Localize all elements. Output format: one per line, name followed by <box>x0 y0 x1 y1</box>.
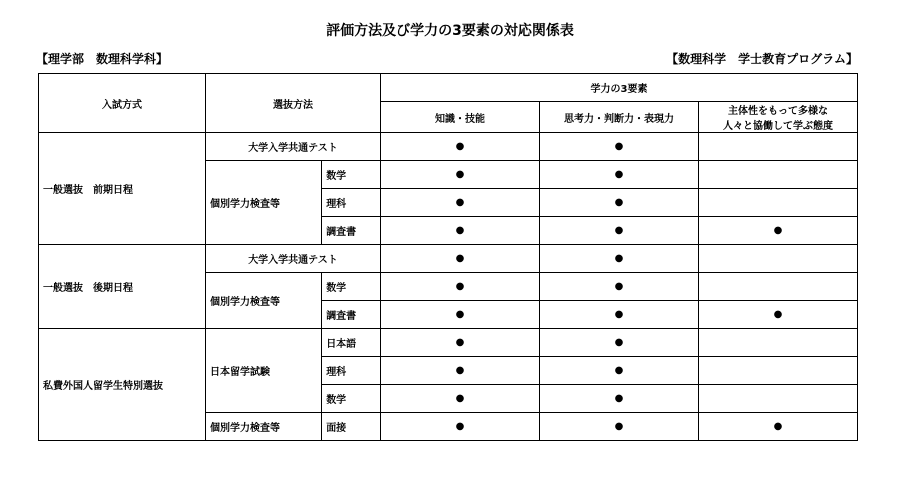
page-title: 評価方法及び学力の3要素の対応関係表 <box>326 23 574 39</box>
mark-cell: ● <box>540 385 699 413</box>
header-cell: 学力の3要素 <box>381 74 858 102</box>
mark-cell: ● <box>699 301 858 329</box>
method-cell: 個別学力検査等 <box>206 273 322 329</box>
mark-cell: ● <box>699 413 858 441</box>
method-cell: 日本留学試験 <box>206 329 322 413</box>
mark-cell <box>699 385 858 413</box>
mark-cell: ● <box>540 301 699 329</box>
mark-cell: ● <box>381 329 540 357</box>
mark-cell <box>699 161 858 189</box>
header-cell: 知識・技能 <box>381 102 540 133</box>
exam-type-cell: 私費外国人留学生特別選抜 <box>39 329 206 441</box>
method-cell: 個別学力検査等 <box>206 413 322 441</box>
exam-type-cell: 一般選抜 後期日程 <box>39 245 206 329</box>
header-cell: 思考力・判断力・表現力 <box>540 102 699 133</box>
method-cell: 大学入学共通テスト <box>206 133 381 161</box>
mark-cell: ● <box>540 413 699 441</box>
mark-cell <box>699 329 858 357</box>
evaluation-table <box>38 73 858 441</box>
mark-cell: ● <box>699 217 858 245</box>
header-cell: 入試方式 <box>39 74 206 133</box>
header-cell: 選抜方法 <box>206 74 381 133</box>
mark-cell: ● <box>381 357 540 385</box>
mark-cell <box>699 245 858 273</box>
mark-cell <box>699 357 858 385</box>
subject-cell: 日本語 <box>322 329 381 357</box>
mark-cell <box>699 133 858 161</box>
subject-cell: 調査書 <box>322 301 381 329</box>
subject-cell: 数学 <box>322 161 381 189</box>
mark-cell <box>699 273 858 301</box>
mark-cell: ● <box>381 161 540 189</box>
mark-cell: ● <box>540 329 699 357</box>
method-cell: 大学入学共通テスト <box>206 245 381 273</box>
program-label: 【数理科学 学士教育プログラム】 <box>666 52 858 66</box>
subject-cell: 面接 <box>322 413 381 441</box>
header-cell: 主体性をもって多様な 人々と協働して学ぶ態度 <box>699 102 858 133</box>
mark-cell: ● <box>381 133 540 161</box>
mark-cell: ● <box>540 189 699 217</box>
table-row <box>39 133 858 161</box>
subject-cell: 理科 <box>322 189 381 217</box>
mark-cell <box>699 189 858 217</box>
mark-cell: ● <box>540 161 699 189</box>
subject-cell: 数学 <box>322 273 381 301</box>
mark-cell: ● <box>381 217 540 245</box>
mark-cell: ● <box>381 385 540 413</box>
table-row <box>39 245 858 273</box>
department-label: 【理学部 数理科学科】 <box>36 52 169 66</box>
subject-cell: 数学 <box>322 385 381 413</box>
mark-cell: ● <box>540 133 699 161</box>
mark-cell: ● <box>381 413 540 441</box>
mark-cell: ● <box>381 245 540 273</box>
mark-cell: ● <box>540 357 699 385</box>
mark-cell: ● <box>381 273 540 301</box>
mark-cell: ● <box>381 301 540 329</box>
method-cell: 個別学力検査等 <box>206 161 322 245</box>
subject-cell: 調査書 <box>322 217 381 245</box>
mark-cell: ● <box>381 189 540 217</box>
subject-cell: 理科 <box>322 357 381 385</box>
mark-cell: ● <box>540 217 699 245</box>
mark-cell: ● <box>540 273 699 301</box>
table-row <box>39 329 858 357</box>
mark-cell: ● <box>540 245 699 273</box>
exam-type-cell: 一般選抜 前期日程 <box>39 133 206 245</box>
